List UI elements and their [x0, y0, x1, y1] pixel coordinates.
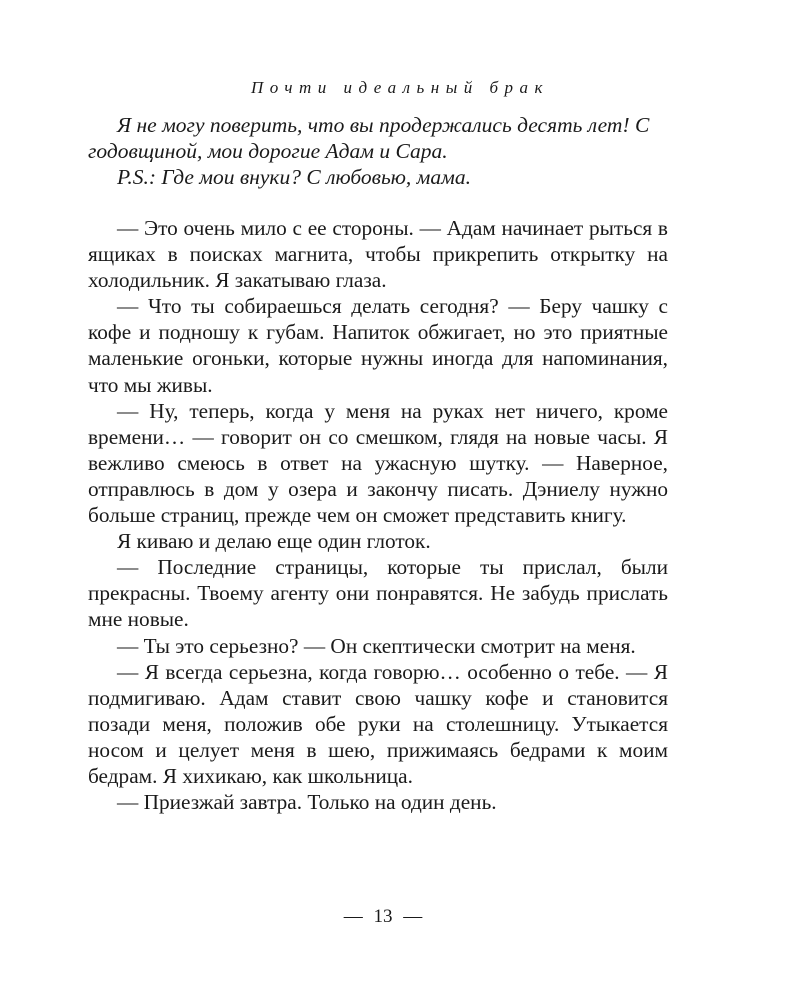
paragraph: — Ты это серьезно? — Он скептически смотрит на меня. [117, 633, 636, 658]
epigraph-note [88, 112, 688, 190]
body-text [88, 215, 668, 815]
epigraph-line: Я не могу поверить, что вы продержались десять лет! С годовщиной, мои дорогие Адам и Сара. [88, 113, 650, 163]
page-number: — 13 — [343, 906, 423, 927]
paragraph: — Ну, теперь, когда у меня на руках нет ничего, кроме времени… — говорит он со смешком, глядя на новые часы. Я вежливо смеюсь в ответ на ужасную шутку. — Наверное, отправлюсь в дом у озера и закончу писать. Дэниелу нужно больше страниц, прежде чем он сможет представить книгу. [88, 398, 668, 528]
paragraph: — Это очень мило с ее стороны. — Адам начинает рыться в ящиках в поисках магнита, чтобы прикрепить открытку на холодильник. Я закатываю глаза. [88, 216, 668, 293]
paragraph: — Что ты собираешься делать сегодня? — Беру чашку с кофе и подношу к губам. Напиток обжигает, но это приятные маленькие огоньки, которые нужны иногда для напоминания, что мы живы. [88, 294, 668, 397]
paragraph: — Последние страницы, которые ты прислал, были прекрасны. Твоему агенту они понравятся. Не забудь прислать мне новые. [88, 555, 668, 632]
epigraph-line: P.S.: Где мои внуки? С любовью, мама. [117, 165, 471, 189]
running-title: Почти идеальный брак [251, 78, 549, 97]
paragraph: — Я всегда серьезна, когда говорю… особенно о тебе. — Я подмигиваю. Адам ставит свою чашку кофе и становится позади меня, положив обе руки на столешницу. Утыкается носом и целует меня в шею, прижимаясь бедрами к моим бедрам. Я хихикаю, как школьница. [88, 659, 668, 788]
paragraph: — Приезжай завтра. Только на один день. [117, 790, 497, 815]
paragraph: Я киваю и делаю еще один глоток. [117, 529, 431, 554]
